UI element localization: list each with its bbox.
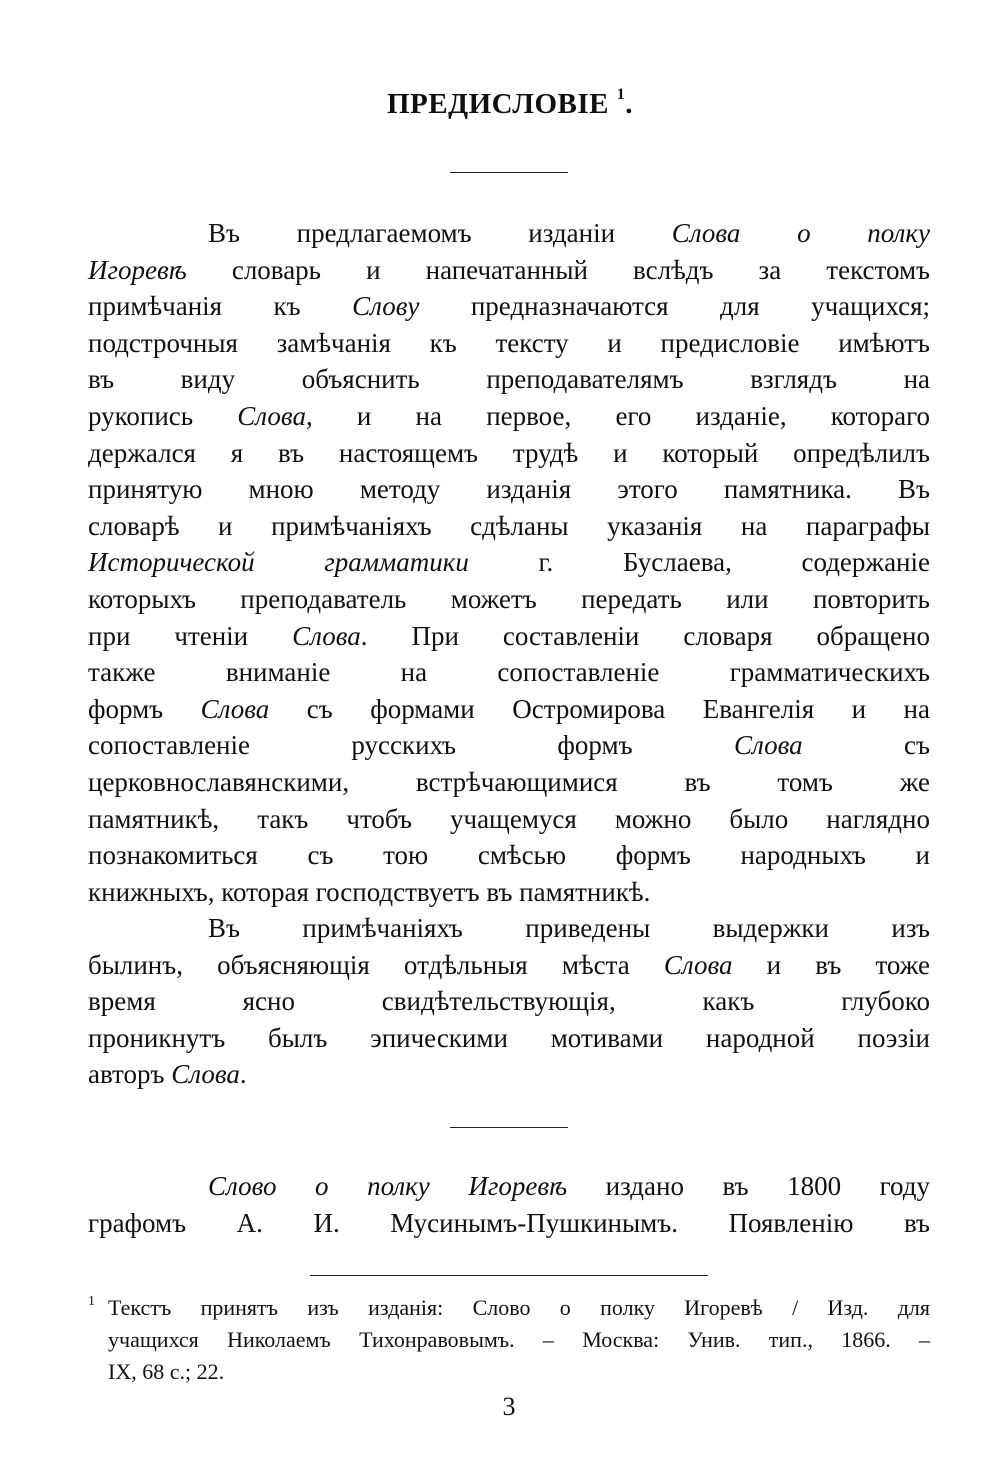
footnote-line: Текстъ принятъ изъ изданія: Слово о полку Игоревѣ / Изд. для bbox=[108, 1295, 930, 1320]
text-segment: познакомиться съ тою смѣсью формъ народныхъ и bbox=[88, 840, 930, 871]
title-end: . bbox=[625, 88, 633, 120]
text-segment: время ясно свидѣтельствующія, какъ глубоко bbox=[88, 986, 930, 1017]
text-line bbox=[88, 727, 930, 764]
text-line bbox=[88, 983, 930, 1020]
text-segment: и въ тоже bbox=[732, 949, 930, 980]
text-line bbox=[88, 1205, 930, 1242]
page-number: 3 bbox=[502, 1392, 516, 1421]
text-line bbox=[88, 837, 930, 874]
text-line bbox=[88, 910, 930, 947]
text-line bbox=[88, 508, 930, 545]
text-segment: церковнославянскими, встрѣчающимися въ томъ же bbox=[88, 766, 930, 797]
footnote-ref: 1 bbox=[616, 86, 626, 103]
text-segment: словарь и напечатанный вслѣдъ за текстомъ bbox=[186, 254, 930, 285]
text-segment: проникнутъ былъ эпическими мотивами народной поэзіи bbox=[88, 1022, 930, 1053]
text-line bbox=[88, 435, 930, 472]
italic-text: Слова о полку bbox=[671, 218, 930, 248]
text-segment: авторъ bbox=[88, 1059, 172, 1090]
text-line bbox=[88, 325, 930, 362]
text-segment: съ формами Остромирова Евангелія и на bbox=[269, 693, 930, 724]
text-segment: , и на первое, его изданіе, котораго bbox=[305, 400, 930, 431]
italic-text: Исторической грамматики bbox=[88, 547, 469, 578]
text-segment: памятникѣ, такъ чтобъ учащемуся можно было наглядно bbox=[88, 803, 930, 834]
text-segment: г. Буслаева, содержаніе bbox=[468, 547, 930, 578]
text-segment: словарѣ и примѣчаніяхъ сдѣланы указанія на параграфы bbox=[88, 510, 930, 541]
text-segment: подстрочныя замѣчанія къ тексту и предисловіе имѣютъ bbox=[88, 327, 930, 358]
text-line bbox=[88, 764, 930, 801]
text-line bbox=[88, 581, 930, 618]
text-segment: держался я въ настоящемъ трудѣ и который опредѣлилъ bbox=[88, 437, 930, 468]
text-segment: при чтеніи bbox=[88, 620, 293, 651]
title-text: ПРЕДИСЛОВІЕ bbox=[387, 88, 609, 120]
text-segment: рукопись bbox=[88, 400, 238, 431]
text-segment: предназначаются для учащихся; bbox=[419, 291, 931, 322]
text-line bbox=[88, 1056, 930, 1093]
text-segment: примѣчанія къ bbox=[88, 291, 353, 322]
italic-text: Слова bbox=[733, 730, 803, 761]
text-segment: книжныхъ, которая господствуетъ въ памятникѣ. bbox=[88, 876, 651, 907]
footnote-line: учащихся Николаемъ Тихонравовымъ. – Москва: Унив. тип., 1866. – bbox=[108, 1327, 930, 1352]
text-line bbox=[88, 544, 930, 581]
italic-text: Слово о полку Игоревѣ bbox=[208, 1171, 568, 1201]
text-segment: въ виду объяснить преподавателямъ взглядъ на bbox=[88, 364, 930, 395]
text-line bbox=[88, 398, 930, 435]
text-line bbox=[88, 874, 930, 911]
text-line bbox=[88, 801, 930, 838]
text-segment: сопоставленіе русскихъ формъ bbox=[88, 730, 734, 761]
text-segment: также вниманіе на сопоставленіе грамматическихъ bbox=[88, 657, 930, 688]
title-divider bbox=[450, 172, 568, 173]
footnote bbox=[88, 1292, 930, 1388]
italic-text: Слова bbox=[237, 400, 306, 431]
italic-text: Слова bbox=[663, 949, 733, 980]
italic-text: Слову bbox=[352, 291, 420, 322]
page-title bbox=[0, 88, 1000, 121]
text-line bbox=[88, 1020, 930, 1057]
text-segment: которыхъ преподаватель можетъ передать или повторить bbox=[88, 583, 930, 614]
text-line bbox=[88, 654, 930, 691]
text-segment: . bbox=[239, 1059, 247, 1090]
text-line bbox=[88, 618, 930, 655]
text-segment: издано въ 1800 году bbox=[567, 1171, 930, 1201]
text-segment: принятую мною методу изданія этого памятника. Въ bbox=[88, 474, 930, 505]
italic-text: Слова bbox=[292, 620, 361, 651]
text-line bbox=[88, 361, 930, 398]
text-line bbox=[88, 215, 930, 252]
text-segment: съ bbox=[802, 730, 930, 761]
text-line bbox=[88, 471, 930, 508]
text-line bbox=[88, 252, 930, 289]
text-segment: . При составленіи словаря обращено bbox=[360, 620, 930, 651]
text-segment: Въ предлагаемомъ изданіи bbox=[208, 218, 672, 248]
italic-text: Игоревѣ bbox=[88, 254, 187, 285]
text-segment: графомъ А. И. Мусинымъ-Пушкинымъ. Появленію въ bbox=[88, 1207, 930, 1238]
text-segment: былинъ, объясняющія отдѣльныя мѣста bbox=[88, 949, 664, 980]
italic-text: Слова bbox=[200, 693, 270, 724]
text-line bbox=[88, 1168, 930, 1205]
italic-text: Слова bbox=[171, 1059, 240, 1090]
footnote-line: IX, 68 с.; 22. bbox=[108, 1359, 225, 1384]
text-segment: Въ примѣчаніяхъ приведены выдержки изъ bbox=[208, 913, 930, 943]
paragraph-2 bbox=[88, 910, 930, 1093]
text-line bbox=[88, 288, 930, 325]
paragraph-1 bbox=[88, 215, 930, 910]
section-divider bbox=[450, 1127, 568, 1128]
footnote-number: 1 bbox=[88, 1294, 95, 1309]
paragraph-3 bbox=[88, 1168, 930, 1241]
text-line bbox=[88, 691, 930, 728]
text-line bbox=[88, 947, 930, 984]
footnote-separator bbox=[310, 1275, 708, 1276]
text-segment: формъ bbox=[88, 693, 201, 724]
